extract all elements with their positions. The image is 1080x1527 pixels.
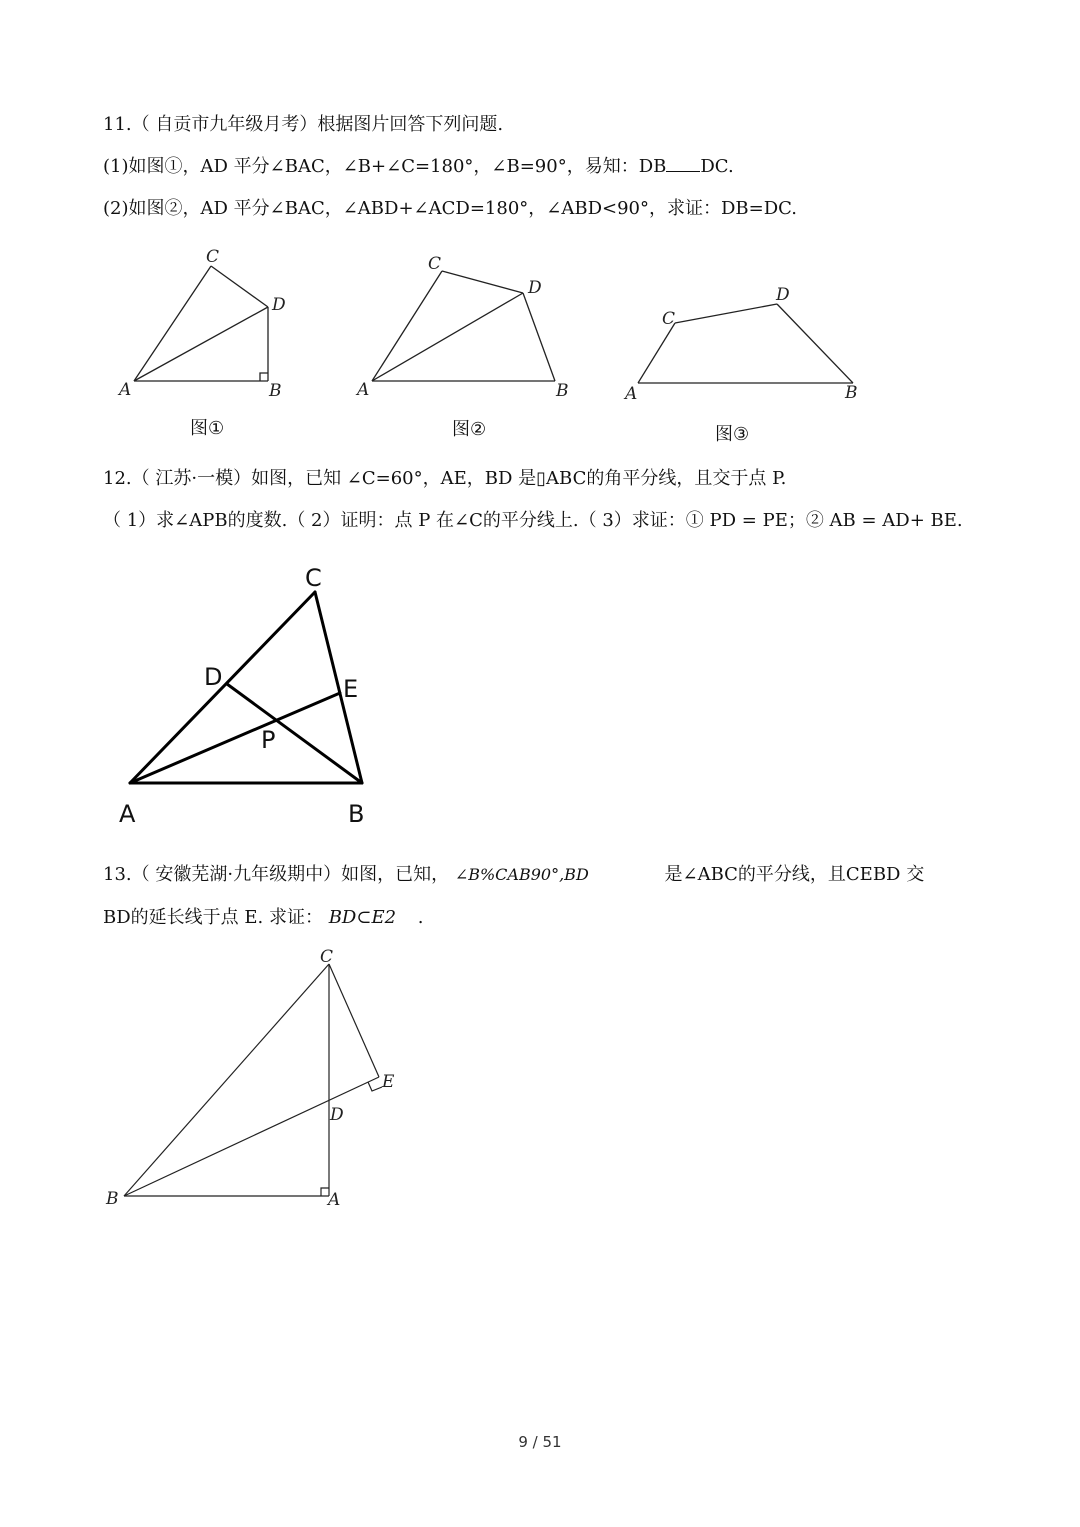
label-A: A: [357, 380, 370, 400]
label-C: C: [206, 247, 220, 267]
q11-part1-suffix: DC.: [700, 156, 734, 177]
q11-figure-2: [350, 240, 580, 414]
q13-line-1-suffix: 是∠ABC的平分线，且CEBD 交: [664, 864, 925, 885]
q11-part2: (2)如图②，AD 平分∠BAC，∠ABD+∠ACD=180°，∠ABD<90°，求证：DB=DC.: [103, 198, 798, 219]
label-C: C: [662, 309, 676, 329]
label-A: A: [119, 800, 136, 828]
q13-line-2-prefix: BD的延长线于点 E. 求证：: [103, 907, 323, 928]
label-D: D: [204, 663, 223, 691]
label-D: D: [272, 295, 286, 315]
label-C: C: [428, 254, 442, 274]
q11-title: 11.（ 自贡市九年级月考）根据图片回答下列问题.: [103, 114, 504, 135]
q11-part1-prefix: (1)如图①，AD 平分∠BAC，∠B+∠C=180°，∠B=90°，易知：DB: [103, 156, 667, 177]
q13-line-2: [103, 906, 424, 930]
q13-line-2-suffix: .: [417, 907, 424, 928]
label-B: B: [269, 381, 282, 401]
label-P: P: [261, 726, 276, 754]
label-C: C: [320, 947, 334, 967]
label-E: E: [343, 675, 359, 703]
q11-caption-2: 图②: [452, 419, 487, 440]
label-B: B: [106, 1189, 119, 1209]
q13-garbled-formula-1: ∠B%CAB90°,BD: [454, 865, 589, 884]
label-A: A: [625, 384, 638, 404]
q12-line-2: （ 1）求∠APB的度数.（ 2）证明：点 P 在∠C的平分线上.（ 3）求证：① PD = PE；② AB = AD+ BE.: [103, 510, 963, 531]
q11-figure-3: [620, 270, 880, 414]
label-C: C: [305, 564, 322, 592]
label-D: D: [528, 278, 542, 298]
label-B: B: [556, 381, 569, 401]
q13-figure: [100, 940, 420, 1224]
q12-line-1: 12.（ 江苏·一模）如图，已知 ∠C=60°，AE，BD 是▯ABC的角平分线，且交于点 P.: [103, 468, 787, 489]
q11-caption-1: 图①: [190, 418, 225, 439]
label-A: A: [119, 380, 132, 400]
q13-line-1: [103, 863, 924, 887]
q13-line-1-prefix: 13.（ 安徽芜湖·九年级期中）如图，已知，: [103, 864, 450, 885]
q13-garbled-formula-2: BD⊂E2: [328, 907, 397, 928]
label-B: B: [845, 383, 858, 403]
page-number: 9 / 51: [518, 1433, 562, 1451]
label-B: B: [348, 800, 365, 828]
answer-blank: [666, 155, 700, 172]
label-D: D: [776, 285, 790, 305]
q11-caption-3: 图③: [715, 424, 750, 445]
label-D: D: [330, 1105, 344, 1125]
label-A: A: [328, 1190, 341, 1210]
q11-figure-1: [110, 240, 310, 414]
q12-figure: [100, 560, 400, 844]
label-E: E: [382, 1072, 395, 1092]
q11-part1: [103, 155, 734, 179]
